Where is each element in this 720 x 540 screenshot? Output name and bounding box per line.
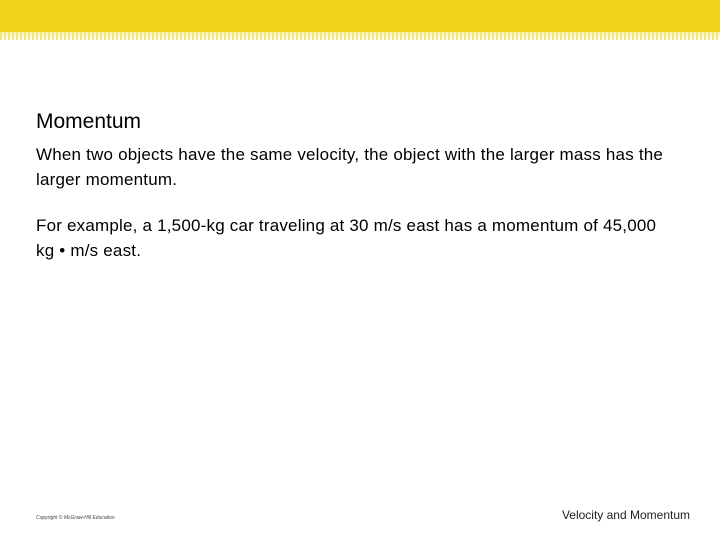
body-paragraph-2: For example, a 1,500-kg car traveling at 30 m/s east has a momentum of 45,000 kg • m/s east. [36,216,657,260]
footer-lesson-title: Velocity and Momentum [561,508,690,522]
header-accent-fade [0,28,720,40]
slide-title: Momentum [36,110,142,133]
copyright-notice: Copyright © McGraw-Hill Education [36,515,115,521]
body-paragraph-1: When two objects have the same velocity, the object with the larger mass has the larger momentum. [36,145,664,189]
